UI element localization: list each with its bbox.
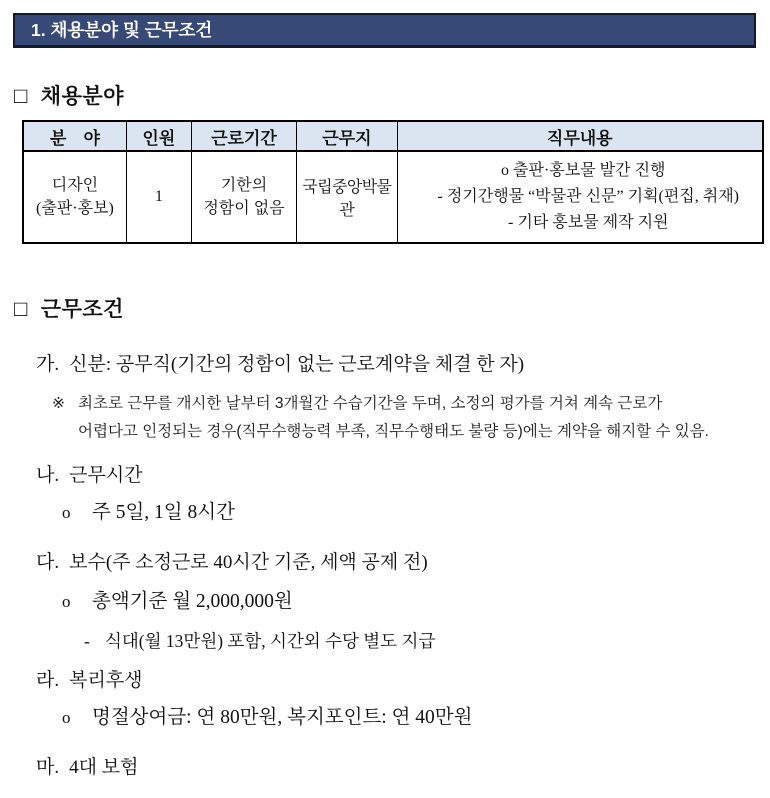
period-line2: 정함이 없음 (203, 200, 285, 217)
pay-total-text: 총액기준 월 2,000,000원 (92, 591, 293, 612)
square-bullet-icon: □ (14, 296, 28, 321)
item-label: 다. (36, 552, 60, 573)
square-bullet-icon: □ (14, 83, 28, 108)
circle-bullet-icon: o (62, 592, 71, 611)
reference-mark-icon: ※ (52, 395, 65, 412)
item-text: 복리후생 (69, 670, 143, 691)
cell-period (191, 151, 296, 243)
field-line2: (출판·홍보) (36, 200, 114, 217)
table-header-row (23, 121, 763, 151)
cell-duties (397, 151, 763, 243)
col-header-field: 분 야 (23, 121, 126, 151)
circle-bullet-icon: o (62, 708, 71, 727)
item-text: 보수(주 소정근로 40시간 기준, 세액 공제 전) (69, 552, 428, 573)
note-line (52, 390, 770, 418)
note-line: 어렵다고 인정되는 경우(직무수행능력 부족, 직무수행태도 불량 등)에는 계약을 해지할 수 있음. (78, 423, 709, 440)
cell-headcount: 1 (126, 151, 191, 243)
work-hours-text: 주 5일, 1일 8시간 (92, 502, 235, 523)
cell-location: 국립중앙박물관 (297, 151, 397, 243)
note-text: 최초로 근무를 개시한 날부터 3개월간 수습기간을 두며, 소정의 평가를 거쳐 계속 근로가 (78, 395, 663, 412)
recruit-field-heading (14, 83, 770, 109)
recruit-field-heading-text: 채용분야 (40, 84, 124, 108)
duty-line: - 정기간행물 “박물관 신문” 기획(편집, 취재) (437, 188, 739, 205)
duty-line: o 출판·홍보물 발간 진행 (501, 162, 666, 179)
section-title-bar (13, 13, 756, 48)
circle-bullet-icon: o (62, 503, 71, 522)
item-label: 나. (36, 465, 60, 486)
work-hours-detail (62, 499, 770, 527)
duty-line: - 기타 홍보물 제작 지원 (508, 214, 669, 231)
item-text: 근무시간 (69, 465, 143, 486)
item-label: 라. (36, 670, 60, 691)
recruit-table (22, 120, 764, 244)
field-line1: 디자인 (51, 177, 99, 194)
probation-note (52, 390, 770, 446)
pay-total-line (62, 588, 770, 616)
condition-item-pay (36, 549, 770, 576)
col-header-headcount: 인원 (126, 121, 191, 151)
condition-item-welfare (36, 667, 770, 694)
welfare-detail-line (62, 704, 770, 732)
table-row (23, 151, 763, 243)
item-label: 가. (36, 354, 60, 375)
work-conditions-heading-text: 근무조건 (40, 297, 124, 321)
pay-detail-line (84, 629, 770, 654)
item-text: 4대 보험 (69, 757, 139, 778)
condition-item-work-hours (36, 462, 770, 489)
work-conditions-heading (14, 296, 770, 322)
cell-field (23, 151, 126, 243)
col-header-duties: 직무내용 (397, 121, 763, 151)
period-line1: 기한의 (220, 177, 268, 194)
pay-detail-text: 식대(월 13만원) 포함, 시간외 수당 별도 지급 (105, 631, 436, 651)
item-label: 마. (36, 757, 60, 778)
col-header-period: 근로기간 (191, 121, 296, 151)
welfare-text: 명절상여금: 연 80만원, 복지포인트: 연 40만원 (92, 707, 473, 728)
col-header-location: 근무지 (297, 121, 397, 151)
item-text: 신분: 공무직(기간의 정함이 없는 근로계약을 체결 한 자) (69, 354, 525, 375)
dash-bullet-icon: - (84, 631, 90, 651)
condition-item-status (36, 351, 770, 378)
section-title-text: 1. 채용분야 및 근무조건 (31, 20, 213, 40)
condition-item-insurance (36, 754, 770, 781)
